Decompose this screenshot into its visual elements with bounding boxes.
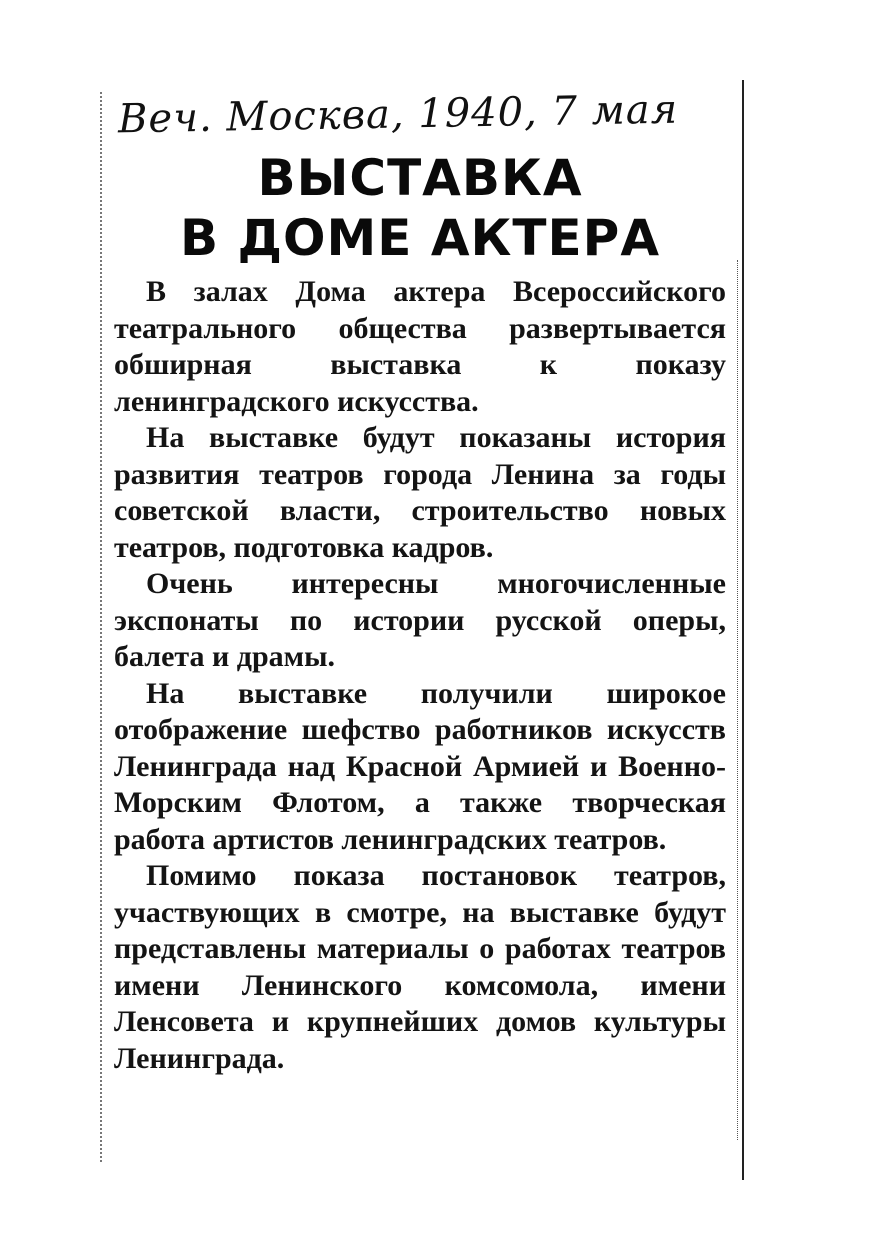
article-paragraph-4: На выставке получили широкое отображение шефство работников искусств Ленинграда над Красной Армией и Военно-Морским Флотом, а также творческая работа артистов ленинградских театров. xyxy=(114,676,726,856)
article-headline xyxy=(110,148,730,268)
headline-line-2: В ДОМЕ АКТЕРА xyxy=(179,209,661,267)
article-paragraph-2: На выставке будут показаны история развития театров города Ленина за годы советской власти, строительство новых театров, подготовка кадров. xyxy=(114,421,726,564)
clipping-right-border-inner xyxy=(737,260,738,1140)
article-paragraph-3: Очень интересны многочисленные экспонаты по истории русской оперы, балета и драмы. xyxy=(114,567,726,673)
article-paragraph-1: В залах Дома актера Всероссийского театрального общества развертывается обширная выставка к показу ленинградского искусства. xyxy=(114,275,726,418)
clipping-right-border xyxy=(742,80,744,1180)
headline-line-1: ВЫСТАВКА xyxy=(257,149,583,207)
handwritten-source-note: Веч. Москва, 1940, 7 мая xyxy=(117,86,679,143)
article-paragraph-5: Помимо показа постановок театров, участвующих в смотре, на выставке будут представлены материалы о работах театров имени Ленинского комсомола, имени Ленсовета и крупнейших домов культуры Ленинграда. xyxy=(114,859,726,1075)
clipping-left-edge xyxy=(100,92,102,1162)
article-body xyxy=(114,274,726,1077)
